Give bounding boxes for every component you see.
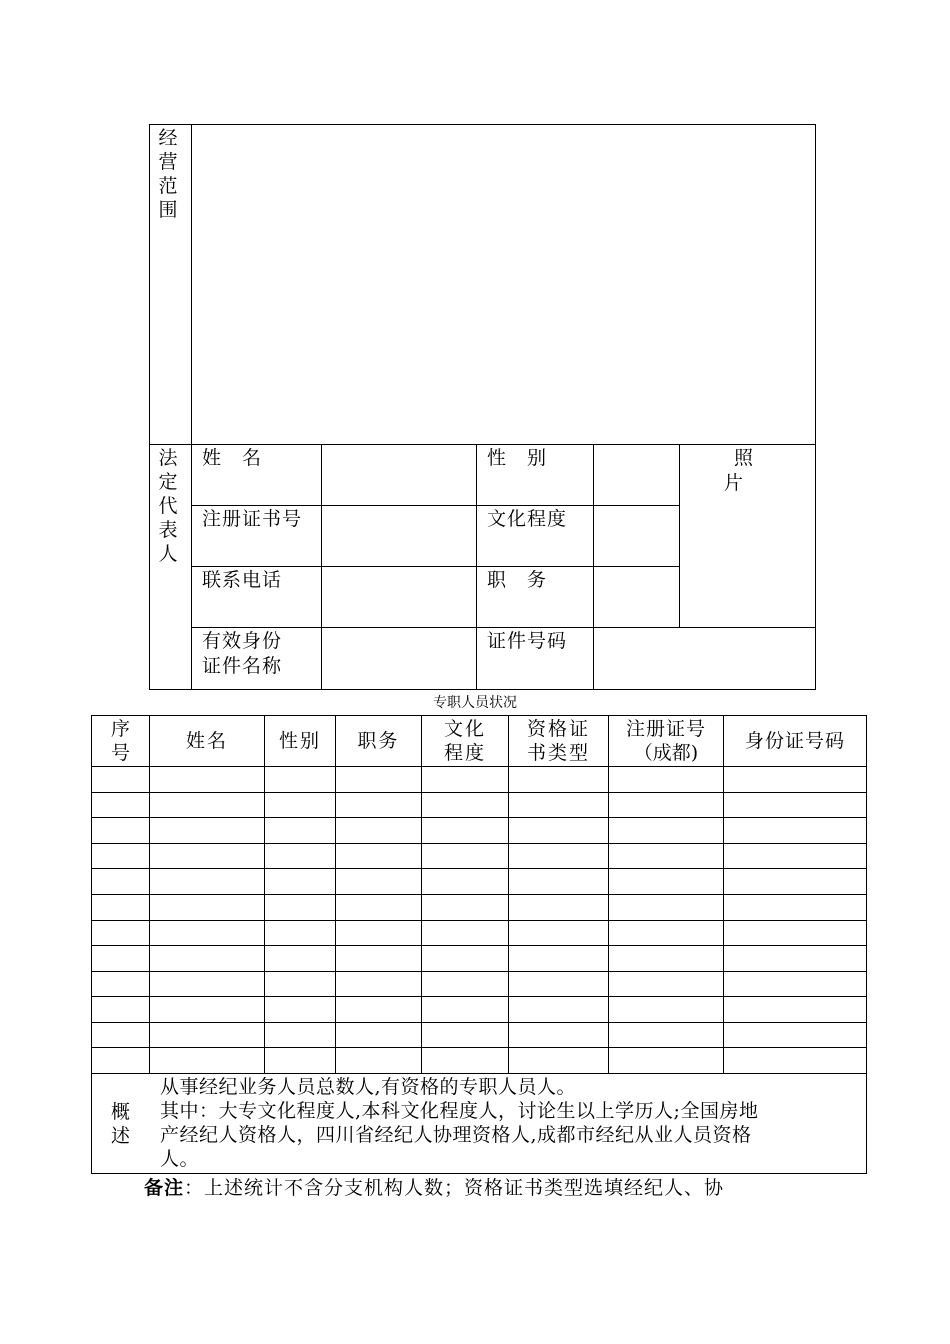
table-cell[interactable] xyxy=(724,767,866,792)
table-cell[interactable] xyxy=(509,1048,608,1073)
table-cell[interactable] xyxy=(422,793,508,818)
table-cell[interactable] xyxy=(609,895,723,920)
table-cell[interactable] xyxy=(265,844,335,869)
business-scope-label: 经营范围 xyxy=(158,127,178,221)
header-gender-text: 性别 xyxy=(278,730,321,752)
table-cell[interactable] xyxy=(336,997,421,1022)
summary-label-line2: 述 xyxy=(110,1124,130,1147)
table-cell[interactable] xyxy=(609,844,723,869)
table-cell[interactable] xyxy=(336,844,421,869)
table-cell[interactable] xyxy=(509,818,608,843)
table-cell[interactable] xyxy=(92,818,149,843)
education-label: 文化程度 xyxy=(487,508,568,530)
table-cell[interactable] xyxy=(609,767,723,792)
header-cert-type xyxy=(509,716,608,766)
table-cell[interactable] xyxy=(509,997,608,1022)
table-cell[interactable] xyxy=(150,844,264,869)
table-cell[interactable] xyxy=(609,997,723,1022)
table-cell[interactable] xyxy=(265,1023,335,1048)
table-cell[interactable] xyxy=(336,946,421,971)
table-cell[interactable] xyxy=(92,895,149,920)
table-cell[interactable] xyxy=(336,1048,421,1073)
header-reg-line1: 注册证号 xyxy=(625,718,706,740)
table-cell[interactable] xyxy=(509,1023,608,1048)
table-cell[interactable] xyxy=(265,895,335,920)
id-number-label: 证件号码 xyxy=(487,630,568,652)
table-cell[interactable] xyxy=(150,921,264,946)
table-cell[interactable] xyxy=(422,946,508,971)
table-cell[interactable] xyxy=(336,793,421,818)
table-cell[interactable] xyxy=(150,1023,264,1048)
reg-cert-field[interactable] xyxy=(322,506,476,566)
table-cell[interactable] xyxy=(609,818,723,843)
table-cell[interactable] xyxy=(422,1023,508,1048)
id-doc-label-line1: 有效身份 xyxy=(202,630,283,652)
footnote-label: 备注 xyxy=(144,1177,185,1199)
business-scope-field[interactable] xyxy=(192,125,815,444)
table-cell[interactable] xyxy=(422,997,508,1022)
header-seq-line1: 序 xyxy=(110,718,130,740)
table-cell[interactable] xyxy=(724,997,866,1022)
table-cell[interactable] xyxy=(265,972,335,997)
table-cell[interactable] xyxy=(265,793,335,818)
table-cell[interactable] xyxy=(509,895,608,920)
header-edu-line1: 文化 xyxy=(443,718,486,740)
footnote-text: ：上述统计不含分支机构人数；资格证书类型选填经纪人、协 xyxy=(184,1177,725,1199)
table-cell[interactable] xyxy=(724,1048,866,1073)
table-cell[interactable] xyxy=(92,844,149,869)
table-cell[interactable] xyxy=(336,895,421,920)
summary-label xyxy=(92,1074,149,1173)
id-doc-field[interactable] xyxy=(322,628,476,689)
header-seq xyxy=(92,716,149,766)
table-cell[interactable] xyxy=(336,921,421,946)
table-cell[interactable] xyxy=(422,818,508,843)
table-cell[interactable] xyxy=(509,793,608,818)
table-cell[interactable] xyxy=(336,767,421,792)
table-cell[interactable] xyxy=(336,1023,421,1048)
table-cell[interactable] xyxy=(724,946,866,971)
table-cell[interactable] xyxy=(609,921,723,946)
id-number-field[interactable] xyxy=(594,628,815,689)
table-cell[interactable] xyxy=(150,946,264,971)
summary-line-1: 从事经纪业务人员总数人,有资格的专职人员人。 xyxy=(160,1076,577,1098)
gender-label: 性 别 xyxy=(487,447,548,469)
table-cell[interactable] xyxy=(92,1023,149,1048)
header-edu-line2: 程度 xyxy=(443,742,486,764)
gender-field[interactable] xyxy=(594,445,679,505)
table-cell[interactable] xyxy=(609,869,723,894)
table-cell[interactable] xyxy=(92,869,149,894)
header-cert-line1: 资格证 xyxy=(526,718,590,740)
name-label: 姓 名 xyxy=(202,447,263,469)
table-cell[interactable] xyxy=(422,895,508,920)
table-cell[interactable] xyxy=(609,793,723,818)
table-cell[interactable] xyxy=(150,1048,264,1073)
table-cell[interactable] xyxy=(150,895,264,920)
table-cell[interactable] xyxy=(336,972,421,997)
header-education xyxy=(422,716,508,766)
legal-rep-label: 法定代表人 xyxy=(158,447,178,565)
phone-field[interactable] xyxy=(322,567,476,627)
table-cell[interactable] xyxy=(150,972,264,997)
table-cell[interactable] xyxy=(509,972,608,997)
header-gender xyxy=(265,716,335,766)
table-cell[interactable] xyxy=(265,767,335,792)
header-name xyxy=(150,716,264,766)
table-cell[interactable] xyxy=(265,997,335,1022)
table-cell[interactable] xyxy=(609,1023,723,1048)
summary-line-3: 产经纪人资格人，四川省经纪人协理资格人,成都市经纪从业人员资格 xyxy=(160,1124,752,1146)
table-cell[interactable] xyxy=(509,946,608,971)
table-cell[interactable] xyxy=(724,869,866,894)
header-reg-number xyxy=(609,716,723,766)
table-cell[interactable] xyxy=(509,921,608,946)
header-idno-text: 身份证号码 xyxy=(744,730,845,752)
table-cell[interactable] xyxy=(92,997,149,1022)
table-cell[interactable] xyxy=(92,1048,149,1073)
table-cell[interactable] xyxy=(265,1048,335,1073)
staff-table-caption: 专职人员状况 xyxy=(433,695,517,711)
header-position xyxy=(336,716,421,766)
table-cell[interactable] xyxy=(509,844,608,869)
table-cell[interactable] xyxy=(724,844,866,869)
position-label: 职 务 xyxy=(487,569,548,591)
position-field[interactable] xyxy=(594,567,679,627)
footnote xyxy=(144,1176,724,1200)
table-cell[interactable] xyxy=(265,946,335,971)
table-cell[interactable] xyxy=(724,818,866,843)
table-cell[interactable] xyxy=(150,869,264,894)
name-field[interactable] xyxy=(322,445,476,505)
table-cell[interactable] xyxy=(336,818,421,843)
table-cell[interactable] xyxy=(422,921,508,946)
table-cell[interactable] xyxy=(422,767,508,792)
table-cell[interactable] xyxy=(92,767,149,792)
id-doc-label-line2: 证件名称 xyxy=(202,655,283,677)
summary-line-2: 其中：大专文化程度人,本科文化程度人，讨论生以上学历人;全国房地 xyxy=(160,1100,759,1122)
table-cell[interactable] xyxy=(724,972,866,997)
table-cell[interactable] xyxy=(422,972,508,997)
table-cell[interactable] xyxy=(422,869,508,894)
table-cell[interactable] xyxy=(265,869,335,894)
table-cell[interactable] xyxy=(150,997,264,1022)
table-cell[interactable] xyxy=(609,946,723,971)
header-reg-line2: （成都) xyxy=(633,742,699,764)
table-cell[interactable] xyxy=(724,1023,866,1048)
table-cell[interactable] xyxy=(609,1048,723,1073)
table-cell[interactable] xyxy=(422,1048,508,1073)
table-cell[interactable] xyxy=(92,921,149,946)
table-cell[interactable] xyxy=(92,793,149,818)
reg-cert-label: 注册证书号 xyxy=(202,508,303,530)
table-cell[interactable] xyxy=(150,793,264,818)
table-cell[interactable] xyxy=(609,972,723,997)
summary-label-line1: 概 xyxy=(110,1100,130,1123)
photo-label-top: 照 xyxy=(734,447,755,469)
phone-label: 联系电话 xyxy=(202,569,283,591)
table-cell[interactable] xyxy=(724,921,866,946)
table-cell[interactable] xyxy=(92,972,149,997)
photo-label-bottom: 片 xyxy=(724,472,745,494)
photo-box[interactable] xyxy=(680,445,815,627)
table-cell[interactable] xyxy=(150,818,264,843)
header-position-text: 职务 xyxy=(357,730,400,752)
table-cell[interactable] xyxy=(724,895,866,920)
header-cert-line2: 书类型 xyxy=(526,742,590,764)
header-id-number xyxy=(724,716,866,766)
table-cell[interactable] xyxy=(724,793,866,818)
table-cell[interactable] xyxy=(265,921,335,946)
table-cell[interactable] xyxy=(265,818,335,843)
summary-text xyxy=(160,1075,865,1171)
table-cell[interactable] xyxy=(509,767,608,792)
education-field[interactable] xyxy=(594,506,679,566)
header-seq-line2: 号 xyxy=(110,742,130,764)
table-cell[interactable] xyxy=(150,767,264,792)
table-cell[interactable] xyxy=(336,869,421,894)
table-cell[interactable] xyxy=(422,844,508,869)
summary-line-4: 人。 xyxy=(160,1148,200,1170)
table-cell[interactable] xyxy=(92,946,149,971)
header-name-text: 姓名 xyxy=(185,730,228,752)
table-cell[interactable] xyxy=(509,869,608,894)
